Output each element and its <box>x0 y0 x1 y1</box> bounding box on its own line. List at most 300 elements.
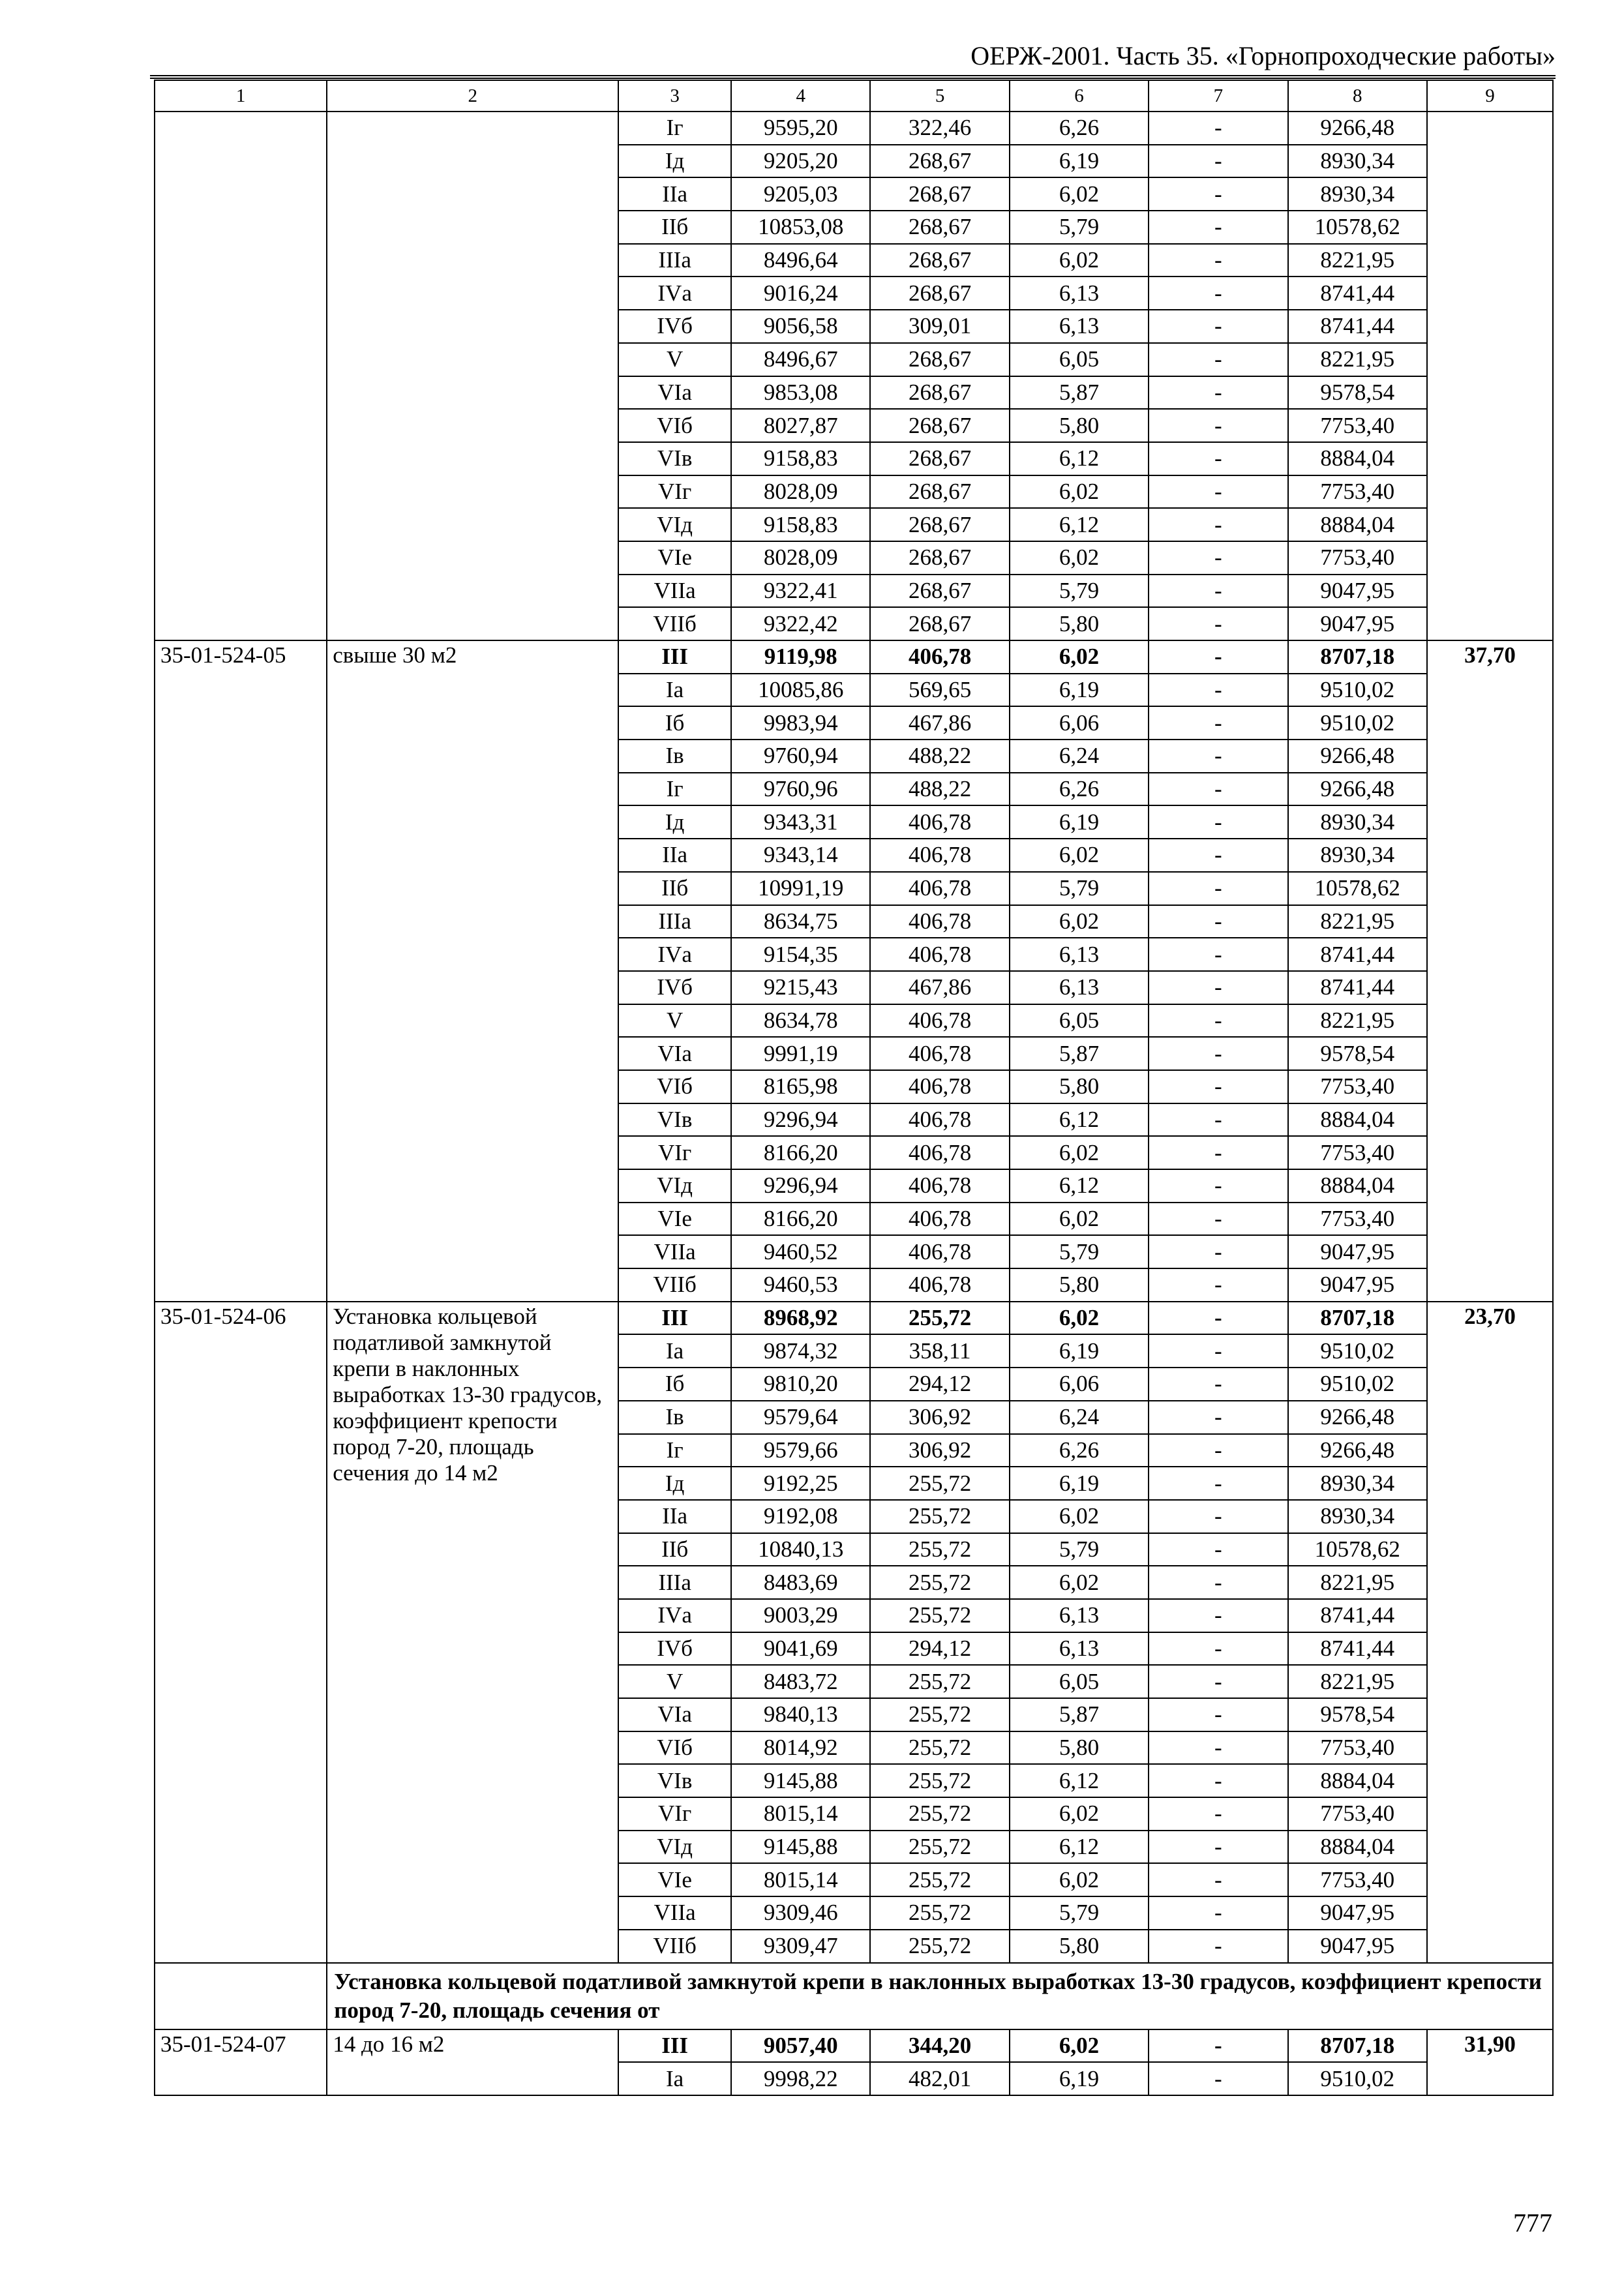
column-number: 8 <box>1288 80 1427 112</box>
machine-cost: 5,79 <box>1010 1533 1149 1566</box>
labor-cost: 406,78 <box>870 1136 1009 1169</box>
materials-cost: 9266,48 <box>1288 112 1427 145</box>
direct-cost: 9192,25 <box>731 1467 870 1500</box>
direct-cost: 9296,94 <box>731 1103 870 1137</box>
rates-table <box>154 80 1554 2096</box>
labor-cost: 268,67 <box>870 177 1009 211</box>
group-heading-row <box>155 1963 1553 2029</box>
materials-cost: 7753,40 <box>1288 1797 1427 1831</box>
direct-cost: 10853,08 <box>731 211 870 244</box>
materials-cost: 9578,54 <box>1288 1698 1427 1731</box>
column-number: 1 <box>155 80 327 112</box>
materials-cost: 8884,04 <box>1288 508 1427 541</box>
direct-cost: 8027,87 <box>731 409 870 442</box>
machine-cost: 5,87 <box>1010 1037 1149 1070</box>
materials-cost: 8930,34 <box>1288 177 1427 211</box>
region-class: IIб <box>618 872 731 905</box>
machine-cost: 6,12 <box>1010 508 1149 541</box>
driver-wages: - <box>1149 575 1287 608</box>
labor-cost: 406,78 <box>870 938 1009 971</box>
rate-code: 35-01-524-05 <box>155 640 327 1302</box>
direct-cost: 9145,88 <box>731 1831 870 1864</box>
labor-cost: 255,72 <box>870 1930 1009 1963</box>
machine-cost: 6,02 <box>1010 1136 1149 1169</box>
direct-cost: 8014,92 <box>731 1731 870 1765</box>
labor-cost: 268,67 <box>870 211 1009 244</box>
materials-cost: 9047,95 <box>1288 607 1427 640</box>
materials-cost: 7753,40 <box>1288 1863 1427 1896</box>
driver-wages: - <box>1149 376 1287 410</box>
driver-wages: - <box>1149 277 1287 310</box>
region-class: VIг <box>618 475 731 509</box>
driver-wages: - <box>1149 839 1287 872</box>
labor-cost: 255,72 <box>870 1831 1009 1864</box>
rate-description: 14 до 16 м2 <box>327 2029 618 2095</box>
machine-cost: 6,06 <box>1010 1368 1149 1401</box>
materials-cost: 9266,48 <box>1288 1434 1427 1467</box>
labor-cost: 488,22 <box>870 740 1009 773</box>
region-class: VIв <box>618 1103 731 1137</box>
direct-cost: 9016,24 <box>731 277 870 310</box>
direct-cost: 9205,20 <box>731 145 870 178</box>
region-class: VIа <box>618 376 731 410</box>
machine-cost: 5,79 <box>1010 872 1149 905</box>
machine-cost: 6,02 <box>1010 1203 1149 1236</box>
region-class: Iв <box>618 1401 731 1434</box>
materials-cost: 8707,18 <box>1288 640 1427 674</box>
region-class: VIа <box>618 1037 731 1070</box>
region-class: V <box>618 343 731 376</box>
machine-cost: 5,87 <box>1010 1698 1149 1731</box>
materials-cost: 8741,44 <box>1288 938 1427 971</box>
region-class: VIв <box>618 442 731 475</box>
direct-cost: 9145,88 <box>731 1764 870 1797</box>
direct-cost: 9579,64 <box>731 1401 870 1434</box>
materials-cost: 7753,40 <box>1288 1136 1427 1169</box>
region-class: VIа <box>618 1698 731 1731</box>
driver-wages: - <box>1149 343 1287 376</box>
labor-cost: 255,72 <box>870 1764 1009 1797</box>
materials-cost: 7753,40 <box>1288 1203 1427 1236</box>
direct-cost: 8634,78 <box>731 1004 870 1038</box>
machine-cost: 6,02 <box>1010 244 1149 277</box>
region-class: V <box>618 1665 731 1698</box>
region-class: VIе <box>618 541 731 575</box>
direct-cost: 10991,19 <box>731 872 870 905</box>
driver-wages: - <box>1149 2062 1287 2095</box>
region-class: Iг <box>618 1434 731 1467</box>
labor-cost: 268,67 <box>870 541 1009 575</box>
materials-cost: 7753,40 <box>1288 541 1427 575</box>
materials-cost: 9047,95 <box>1288 1268 1427 1302</box>
materials-cost: 8884,04 <box>1288 1103 1427 1137</box>
region-class: VIб <box>618 1070 731 1103</box>
labor-cost: 268,67 <box>870 607 1009 640</box>
materials-cost: 9266,48 <box>1288 773 1427 806</box>
materials-cost: 9510,02 <box>1288 706 1427 740</box>
machine-cost: 6,24 <box>1010 1401 1149 1434</box>
region-class: IVб <box>618 971 731 1004</box>
labor-cost: 255,72 <box>870 1599 1009 1632</box>
machine-cost: 6,24 <box>1010 740 1149 773</box>
direct-cost: 9998,22 <box>731 2062 870 2095</box>
machine-cost: 6,02 <box>1010 177 1149 211</box>
region-class: IIIа <box>618 905 731 938</box>
materials-cost: 8707,18 <box>1288 2029 1427 2063</box>
region-class: III <box>618 640 731 674</box>
region-class: IIIа <box>618 1566 731 1599</box>
machine-cost: 6,02 <box>1010 1500 1149 1533</box>
driver-wages: - <box>1149 409 1287 442</box>
direct-cost: 9579,66 <box>731 1434 870 1467</box>
driver-wages: - <box>1149 1930 1287 1963</box>
driver-wages: - <box>1149 1831 1287 1864</box>
materials-cost: 8221,95 <box>1288 244 1427 277</box>
region-class: VIIб <box>618 1930 731 1963</box>
driver-wages: - <box>1149 1467 1287 1500</box>
rate-description: Установка кольцевой податливой замкнутой крепи в наклонных выработках 13-30 градусов, коэффициент крепости пород 7-20, площадь сечения до 14 м2 <box>327 1302 618 1963</box>
region-class: IVа <box>618 1599 731 1632</box>
driver-wages: - <box>1149 1731 1287 1765</box>
labor-cost: 406,78 <box>870 1037 1009 1070</box>
direct-cost: 9158,83 <box>731 442 870 475</box>
region-class: VIд <box>618 508 731 541</box>
driver-wages: - <box>1149 1896 1287 1930</box>
direct-cost: 9983,94 <box>731 706 870 740</box>
group-heading-spacer <box>155 1963 327 2029</box>
labor-cost: 255,72 <box>870 1665 1009 1698</box>
labor-hours: 37,70 <box>1427 640 1553 1302</box>
region-class: IIб <box>618 211 731 244</box>
driver-wages: - <box>1149 1004 1287 1038</box>
driver-wages: - <box>1149 310 1287 343</box>
machine-cost: 5,79 <box>1010 1896 1149 1930</box>
region-class: VIг <box>618 1797 731 1831</box>
labor-hours: 31,90 <box>1427 2029 1553 2095</box>
direct-cost: 8028,09 <box>731 541 870 575</box>
labor-cost: 306,92 <box>870 1434 1009 1467</box>
materials-cost: 9510,02 <box>1288 2062 1427 2095</box>
region-class: VIб <box>618 1731 731 1765</box>
labor-cost: 268,67 <box>870 145 1009 178</box>
labor-cost: 268,67 <box>870 475 1009 509</box>
machine-cost: 6,13 <box>1010 1599 1149 1632</box>
rate-description: свыше 30 м2 <box>327 640 618 1302</box>
labor-cost: 358,11 <box>870 1334 1009 1368</box>
region-class: Iд <box>618 805 731 839</box>
machine-cost: 6,02 <box>1010 640 1149 674</box>
driver-wages: - <box>1149 1797 1287 1831</box>
machine-cost: 6,26 <box>1010 1434 1149 1467</box>
region-class: VIв <box>618 1764 731 1797</box>
driver-wages: - <box>1149 1764 1287 1797</box>
region-class: Iд <box>618 1467 731 1500</box>
driver-wages: - <box>1149 1070 1287 1103</box>
labor-cost: 268,67 <box>870 442 1009 475</box>
driver-wages: - <box>1149 1368 1287 1401</box>
materials-cost: 8884,04 <box>1288 442 1427 475</box>
region-class: III <box>618 2029 731 2063</box>
materials-cost: 9510,02 <box>1288 1334 1427 1368</box>
column-number: 5 <box>870 80 1009 112</box>
direct-cost: 8483,69 <box>731 1566 870 1599</box>
materials-cost: 8741,44 <box>1288 971 1427 1004</box>
region-class: IIб <box>618 1533 731 1566</box>
driver-wages: - <box>1149 1665 1287 1698</box>
labor-hours <box>1427 112 1553 640</box>
materials-cost: 10578,62 <box>1288 211 1427 244</box>
machine-cost: 6,05 <box>1010 1004 1149 1038</box>
labor-cost: 406,78 <box>870 1070 1009 1103</box>
materials-cost: 10578,62 <box>1288 1533 1427 1566</box>
rate-code <box>155 112 327 640</box>
region-class: IIIа <box>618 244 731 277</box>
machine-cost: 6,19 <box>1010 145 1149 178</box>
machine-cost: 6,12 <box>1010 1169 1149 1203</box>
direct-cost: 9154,35 <box>731 938 870 971</box>
region-class: IIа <box>618 177 731 211</box>
driver-wages: - <box>1149 112 1287 145</box>
driver-wages: - <box>1149 1268 1287 1302</box>
direct-cost: 8483,72 <box>731 1665 870 1698</box>
materials-cost: 9047,95 <box>1288 1235 1427 1268</box>
region-class: VIIб <box>618 1268 731 1302</box>
driver-wages: - <box>1149 1500 1287 1533</box>
region-class: VIIа <box>618 1235 731 1268</box>
machine-cost: 6,02 <box>1010 839 1149 872</box>
column-number: 7 <box>1149 80 1287 112</box>
machine-cost: 6,19 <box>1010 2062 1149 2095</box>
direct-cost: 9460,53 <box>731 1268 870 1302</box>
machine-cost: 6,19 <box>1010 805 1149 839</box>
labor-hours: 23,70 <box>1427 1302 1553 1963</box>
labor-cost: 268,67 <box>870 409 1009 442</box>
driver-wages: - <box>1149 1169 1287 1203</box>
direct-cost: 9460,52 <box>731 1235 870 1268</box>
labor-cost: 255,72 <box>870 1731 1009 1765</box>
direct-cost: 8634,75 <box>731 905 870 938</box>
direct-cost: 9056,58 <box>731 310 870 343</box>
machine-cost: 6,02 <box>1010 2029 1149 2063</box>
driver-wages: - <box>1149 2029 1287 2063</box>
driver-wages: - <box>1149 1103 1287 1137</box>
region-class: IVб <box>618 310 731 343</box>
machine-cost: 5,79 <box>1010 575 1149 608</box>
column-number: 4 <box>731 80 870 112</box>
header-rule <box>150 75 1556 79</box>
labor-cost: 268,67 <box>870 376 1009 410</box>
labor-cost: 406,78 <box>870 872 1009 905</box>
region-class: VIIа <box>618 575 731 608</box>
materials-cost: 8707,18 <box>1288 1302 1427 1335</box>
direct-cost: 9322,41 <box>731 575 870 608</box>
direct-cost: 9991,19 <box>731 1037 870 1070</box>
region-class: Iа <box>618 2062 731 2095</box>
labor-cost: 255,72 <box>870 1896 1009 1930</box>
direct-cost: 8496,64 <box>731 244 870 277</box>
materials-cost: 8221,95 <box>1288 1004 1427 1038</box>
machine-cost: 6,02 <box>1010 1863 1149 1896</box>
region-class: VIIб <box>618 607 731 640</box>
region-class: III <box>618 1302 731 1335</box>
region-class: Iа <box>618 1334 731 1368</box>
driver-wages: - <box>1149 1632 1287 1666</box>
region-class: Iг <box>618 112 731 145</box>
materials-cost: 8884,04 <box>1288 1764 1427 1797</box>
direct-cost: 9003,29 <box>731 1599 870 1632</box>
column-number: 2 <box>327 80 618 112</box>
direct-cost: 8496,67 <box>731 343 870 376</box>
materials-cost: 8221,95 <box>1288 905 1427 938</box>
driver-wages: - <box>1149 177 1287 211</box>
driver-wages: - <box>1149 244 1287 277</box>
labor-cost: 268,67 <box>870 343 1009 376</box>
labor-cost: 268,67 <box>870 575 1009 608</box>
machine-cost: 6,13 <box>1010 938 1149 971</box>
table-row <box>155 640 1553 674</box>
labor-cost: 406,78 <box>870 839 1009 872</box>
driver-wages: - <box>1149 706 1287 740</box>
driver-wages: - <box>1149 442 1287 475</box>
machine-cost: 6,12 <box>1010 442 1149 475</box>
machine-cost: 6,19 <box>1010 1467 1149 1500</box>
machine-cost: 6,02 <box>1010 1302 1149 1335</box>
materials-cost: 7753,40 <box>1288 409 1427 442</box>
region-class: VIб <box>618 409 731 442</box>
materials-cost: 8930,34 <box>1288 805 1427 839</box>
driver-wages: - <box>1149 1401 1287 1434</box>
direct-cost: 8166,20 <box>731 1136 870 1169</box>
materials-cost: 7753,40 <box>1288 475 1427 509</box>
materials-cost: 9578,54 <box>1288 1037 1427 1070</box>
labor-cost: 255,72 <box>870 1467 1009 1500</box>
direct-cost: 8028,09 <box>731 475 870 509</box>
driver-wages: - <box>1149 1136 1287 1169</box>
labor-cost: 268,67 <box>870 508 1009 541</box>
column-number-row <box>155 80 1553 112</box>
driver-wages: - <box>1149 1302 1287 1335</box>
materials-cost: 9510,02 <box>1288 674 1427 707</box>
direct-cost: 9296,94 <box>731 1169 870 1203</box>
group-heading: Установка кольцевой податливой замкнутой крепи в наклонных выработках 13-30 градусов, коэффициент крепости пород 7-20, площадь сечения от <box>327 1963 1553 2029</box>
machine-cost: 6,26 <box>1010 773 1149 806</box>
direct-cost: 9810,20 <box>731 1368 870 1401</box>
materials-cost: 8741,44 <box>1288 277 1427 310</box>
materials-cost: 9578,54 <box>1288 376 1427 410</box>
labor-cost: 406,78 <box>870 1169 1009 1203</box>
direct-cost: 9309,47 <box>731 1930 870 1963</box>
driver-wages: - <box>1149 872 1287 905</box>
rate-code: 35-01-524-07 <box>155 2029 327 2095</box>
machine-cost: 6,02 <box>1010 1566 1149 1599</box>
direct-cost: 9595,20 <box>731 112 870 145</box>
materials-cost: 10578,62 <box>1288 872 1427 905</box>
direct-cost: 8166,20 <box>731 1203 870 1236</box>
machine-cost: 5,79 <box>1010 1235 1149 1268</box>
labor-cost: 406,78 <box>870 1004 1009 1038</box>
materials-cost: 8884,04 <box>1288 1169 1427 1203</box>
labor-cost: 406,78 <box>870 1268 1009 1302</box>
direct-cost: 9057,40 <box>731 2029 870 2063</box>
labor-cost: 255,72 <box>870 1566 1009 1599</box>
driver-wages: - <box>1149 1566 1287 1599</box>
labor-cost: 467,86 <box>870 706 1009 740</box>
labor-cost: 488,22 <box>870 773 1009 806</box>
machine-cost: 6,05 <box>1010 1665 1149 1698</box>
direct-cost: 9343,14 <box>731 839 870 872</box>
driver-wages: - <box>1149 1863 1287 1896</box>
materials-cost: 8221,95 <box>1288 1566 1427 1599</box>
labor-cost: 255,72 <box>870 1533 1009 1566</box>
machine-cost: 5,80 <box>1010 409 1149 442</box>
page-header: ОЕРЖ-2001. Часть 35. «Горнопроходческие работы» <box>970 41 1556 70</box>
driver-wages: - <box>1149 211 1287 244</box>
machine-cost: 6,05 <box>1010 343 1149 376</box>
driver-wages: - <box>1149 1698 1287 1731</box>
direct-cost: 9343,31 <box>731 805 870 839</box>
page-number: 777 <box>1513 2208 1552 2237</box>
direct-cost: 9041,69 <box>731 1632 870 1666</box>
column-number: 3 <box>618 80 731 112</box>
table-row <box>155 2029 1553 2063</box>
driver-wages: - <box>1149 805 1287 839</box>
machine-cost: 6,02 <box>1010 541 1149 575</box>
region-class: IVб <box>618 1632 731 1666</box>
column-number: 6 <box>1010 80 1149 112</box>
labor-cost: 344,20 <box>870 2029 1009 2063</box>
labor-cost: 482,01 <box>870 2062 1009 2095</box>
labor-cost: 322,46 <box>870 112 1009 145</box>
direct-cost: 9192,08 <box>731 1500 870 1533</box>
region-class: IVа <box>618 277 731 310</box>
materials-cost: 7753,40 <box>1288 1070 1427 1103</box>
machine-cost: 6,13 <box>1010 310 1149 343</box>
machine-cost: 5,79 <box>1010 211 1149 244</box>
direct-cost: 9119,98 <box>731 640 870 674</box>
driver-wages: - <box>1149 971 1287 1004</box>
direct-cost: 10085,86 <box>731 674 870 707</box>
region-class: VIг <box>618 1136 731 1169</box>
machine-cost: 6,02 <box>1010 905 1149 938</box>
column-number: 9 <box>1427 80 1553 112</box>
region-class: Iв <box>618 740 731 773</box>
labor-cost: 255,72 <box>870 1863 1009 1896</box>
labor-cost: 406,78 <box>870 1103 1009 1137</box>
region-class: IIа <box>618 1500 731 1533</box>
driver-wages: - <box>1149 905 1287 938</box>
region-class: Iд <box>618 145 731 178</box>
labor-cost: 467,86 <box>870 971 1009 1004</box>
region-class: V <box>618 1004 731 1038</box>
machine-cost: 6,13 <box>1010 277 1149 310</box>
machine-cost: 5,87 <box>1010 376 1149 410</box>
direct-cost: 9322,42 <box>731 607 870 640</box>
region-class: Iа <box>618 674 731 707</box>
direct-cost: 9309,46 <box>731 1896 870 1930</box>
direct-cost: 9760,96 <box>731 773 870 806</box>
driver-wages: - <box>1149 674 1287 707</box>
region-class: VIе <box>618 1863 731 1896</box>
driver-wages: - <box>1149 1235 1287 1268</box>
driver-wages: - <box>1149 541 1287 575</box>
machine-cost: 5,80 <box>1010 1268 1149 1302</box>
labor-cost: 268,67 <box>870 244 1009 277</box>
region-class: IIа <box>618 839 731 872</box>
direct-cost: 9853,08 <box>731 376 870 410</box>
machine-cost: 6,19 <box>1010 674 1149 707</box>
table-row <box>155 112 1553 145</box>
labor-cost: 406,78 <box>870 1235 1009 1268</box>
